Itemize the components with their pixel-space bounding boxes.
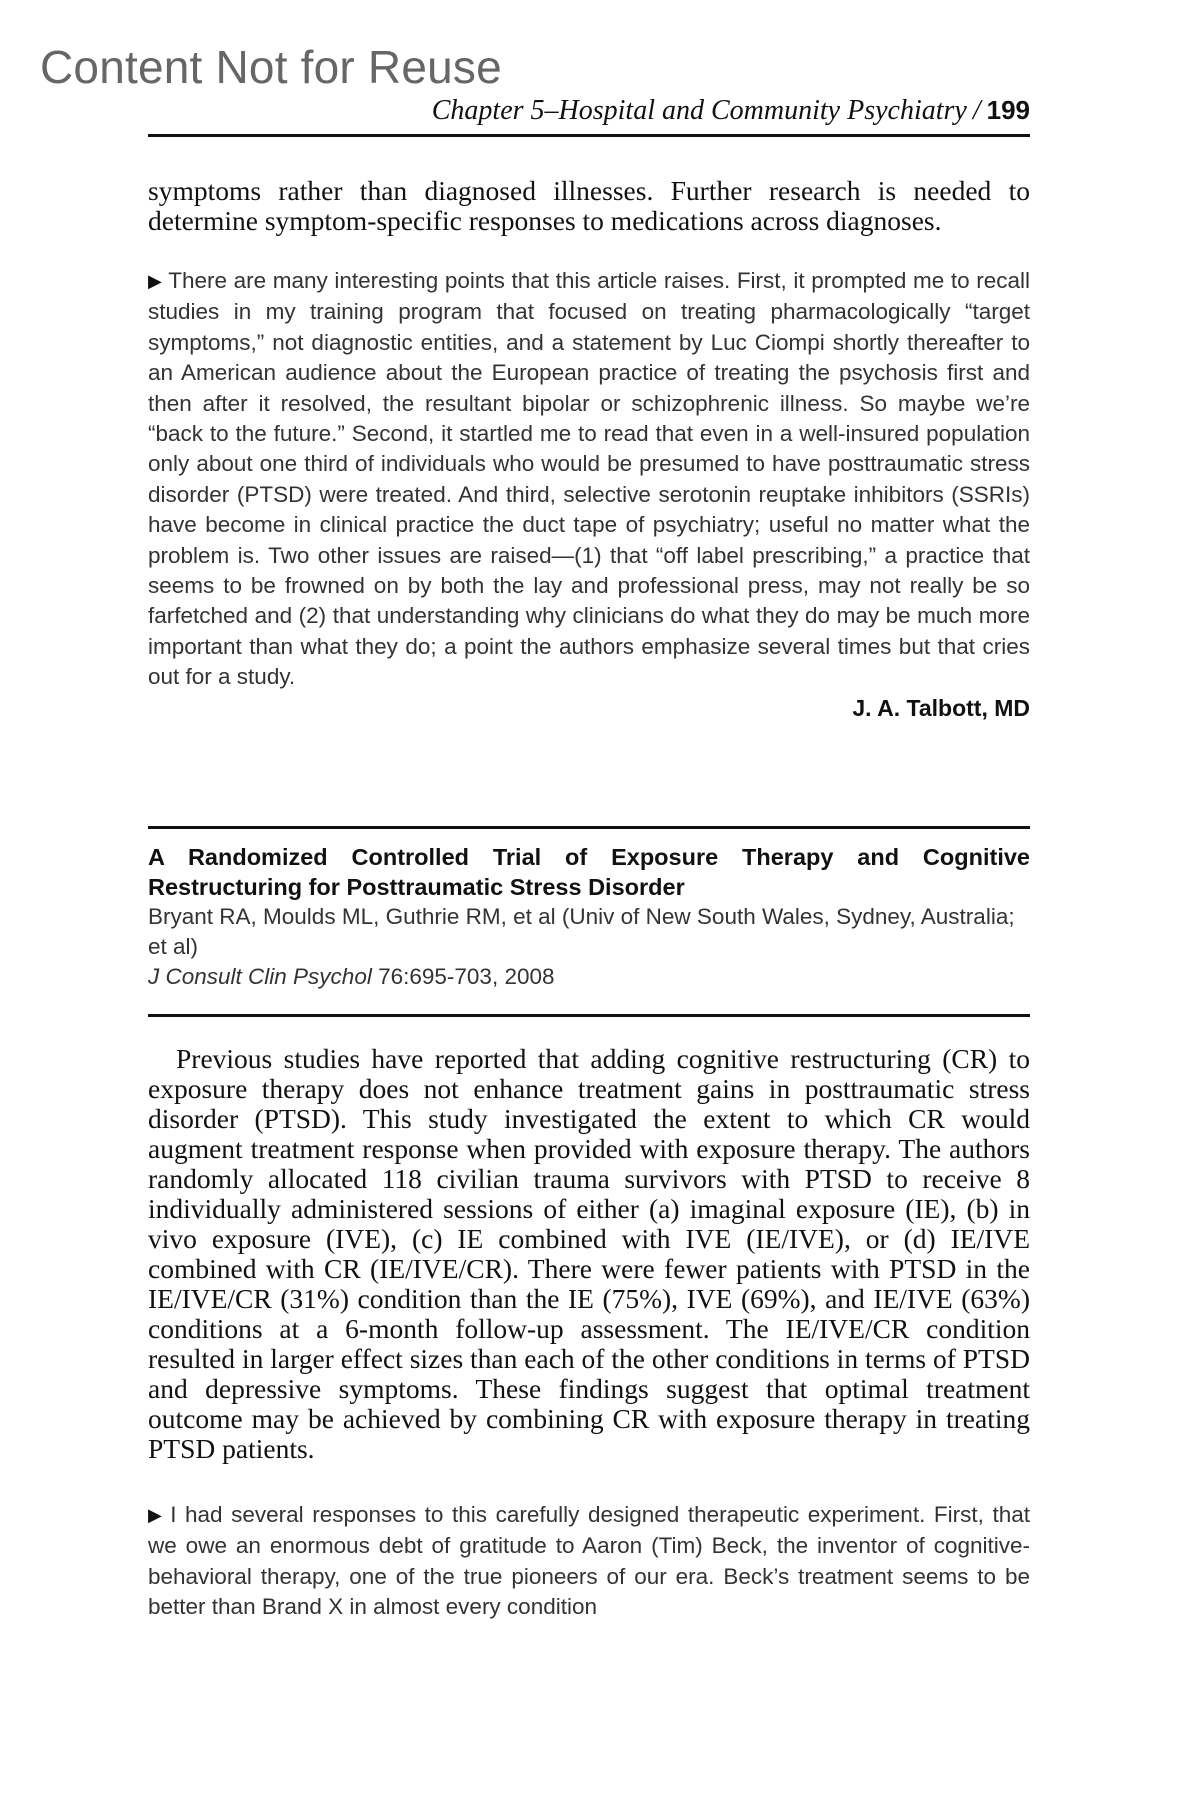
article-title: A Randomized Controlled Trial of Exposure Therapy and Cognitive Restructuring for Posttraumatic Stress Disorder xyxy=(148,844,1030,900)
arrow-marker-icon: ▶ xyxy=(148,1505,165,1525)
commentary-1-text: There are many interesting points that this article raises. First, it prompted me to recall studies in my training program that focused on treating pharmacologically “target symptoms,” not diagnostic entities, and a statement by Luc Ciompi shortly thereafter to an American audience about the European practice of treating the psychosis first and then after it resolved, the resultant bipolar or schizophrenic illness. So maybe we’re “back to the future.” Second, it startled me to read that even in a well-insured population only about one third of individuals who would be presumed to have posttraumatic stress disorder (PTSD) were treated. And third, selective serotonin reuptake inhibitors (SSRIs) have become in clinical practice the duct tape of psychiatry; useful no matter what the problem is. Two other issues are raised—(1) that “off label prescribing,” a practice that seems to be frowned on by both the lay and professional press, may not really be so farfetched and (2) that understanding why clinicians do what they do may be much more important than what they do; a point the authors emphasize several times but that cries out for a study. xyxy=(148,268,1031,690)
journal-name: J Consult Clin Psychol xyxy=(148,964,372,989)
abstract-paragraph: Previous studies have reported that adding cognitive restructuring (CR) to exposure therapy does not enhance treatment gains in posttraumatic stress disorder (PTSD). This study investigated the extent to which CR would augment treatment response when provided with exposure therapy. The authors randomly allocated 118 civilian trauma survivors with PTSD to receive 8 individually administered sessions of either (a) imaginal exposure (IE), (b) in vivo exposure (IVE), (c) IE combined with IVE (IE/IVE), or (d) IE/IVE combined with CR (IE/IVE/CR). There were fewer patients with PTSD in the IE/IVE/CR (31%) condition than the IE (75%), IVE (69%), and IE/IVE (63%) conditions at a 6-month follow-up assessment. The IE/IVE/CR condition resulted in larger effect sizes than each of the other conditions in terms of PTSD and depressive symptoms. These findings suggest that optimal treatment outcome may be achieved by combining CR with exposure therapy in treating PTSD patients. xyxy=(148,1043,1030,1464)
article-reference xyxy=(148,842,1030,992)
commentary-1 xyxy=(148,266,1030,723)
commentary-2 xyxy=(148,1500,1030,1623)
arrow-marker-icon: ▶ xyxy=(148,271,163,291)
journal-citation: 76:695-703, 2008 xyxy=(371,964,555,989)
article-top-rule xyxy=(148,826,1030,829)
article-bottom-rule xyxy=(148,1014,1030,1017)
commentary-1-author: J. A. Talbott, MD xyxy=(852,694,1030,721)
chapter-title: Chapter 5–Hospital and Community Psychiatry xyxy=(431,95,967,126)
page-number: 199 xyxy=(986,95,1030,125)
running-head xyxy=(432,90,1030,131)
watermark-text: Content Not for Reuse xyxy=(40,41,502,93)
article-authors: Bryant RA, Moulds ML, Guthrie RM, et al (Univ of New South Wales, Sydney, Australia; et al) xyxy=(148,904,1015,959)
continuation-paragraph: symptoms rather than diagnosed illnesses. Further research is needed to determine symptom-specific responses to medications across diagnoses. xyxy=(148,175,1030,236)
header-rule xyxy=(148,134,1030,137)
header-separator: / xyxy=(972,95,981,126)
commentary-2-text: I had several responses to this carefully designed therapeutic experiment. First, that we owe an enormous debt of gratitude to Aaron (Tim) Beck, the inventor of cognitive-behavioral therapy, one of the true pioneers of our era. Beck’s treatment seems to be better than Brand X in almost every condition xyxy=(148,1502,1031,1620)
article-journal xyxy=(148,962,1030,992)
